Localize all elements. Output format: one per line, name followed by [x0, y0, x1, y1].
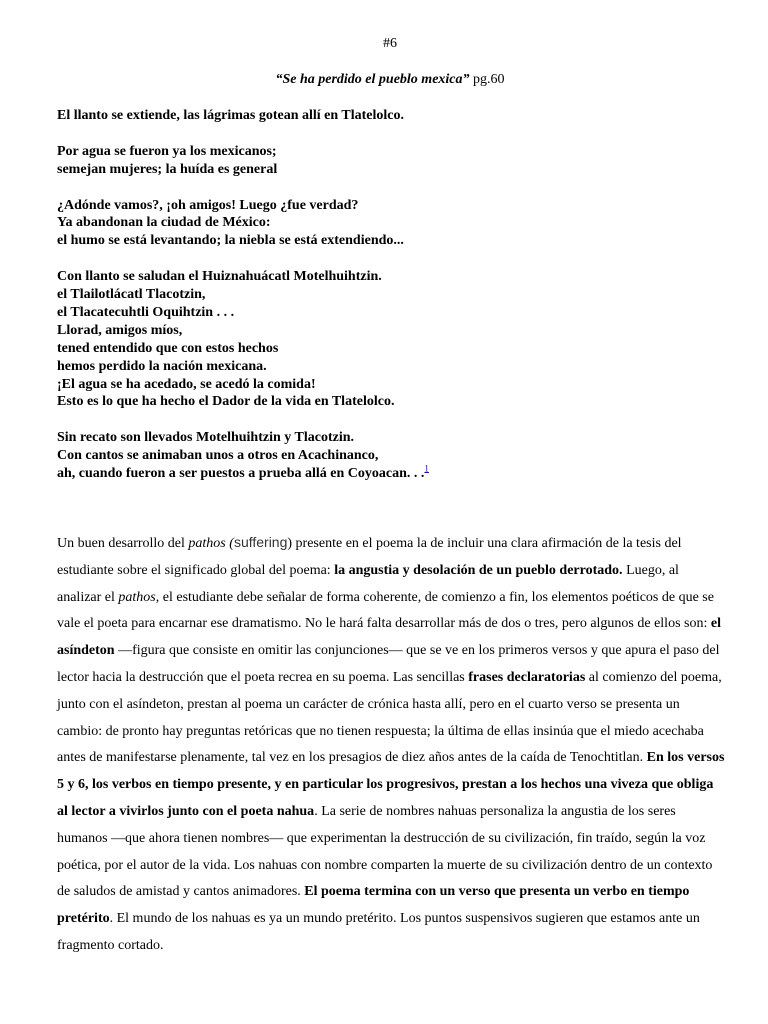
italic-run: pathos	[188, 536, 226, 551]
bold-run: En los versos 5 y 6, los verbos en tiempo presente, y en particular los progresivos, prestan a los hechos una viveza que obliga al lector a vivirlos junto con el poeta nahua	[57, 750, 725, 819]
poem-stanza	[57, 107, 737, 125]
poem-line: Sin recato son llevados Motelhuihtzin y Tlacotzin.	[57, 430, 354, 446]
text-run: —figura que consiste en omitir las conjunciones— que se ve en los primeros versos y que apura el paso del lector hacia la destrucción que el poeta recrea en su poema. Las sencillas	[57, 643, 720, 685]
poem-stanza	[57, 429, 737, 483]
poem-line: tened entendido que con estos hechos	[57, 340, 279, 356]
text-run: Luego, al analizar el	[57, 562, 679, 605]
text-run: al comienzo del poema, junto con el asíndeton, prestan al poema un carácter de crónica hasta allí, pero en el cuarto verso se presenta un cambio: de pronto hay preguntas retóricas que no tienen respuesta; la última de ellas insinúa que el miedo acechaba antes de manifestarse plenamente, tal vez en los presagios de diez años antes de la caída de Tenochtitlan.	[57, 669, 722, 766]
poem-title: “Se ha perdido el pueblo mexica”	[275, 72, 470, 87]
footnote-link[interactable]: 1	[424, 463, 429, 474]
poem-line: Por agua se fueron ya los mexicanos;	[57, 143, 277, 159]
poem-line: el Tlacatecuhtli Oquihtzin . . .	[57, 304, 235, 320]
text-run: Un buen desarrollo del	[57, 536, 189, 551]
poem	[57, 107, 737, 501]
analysis-paragraph	[57, 529, 725, 960]
bold-run: la angustia y desolación de un pueblo derrotado.	[334, 562, 623, 578]
poem-line: Llorad, amigos míos,	[57, 322, 183, 338]
bold-run: el asíndeton	[57, 616, 721, 659]
poem-stanza	[57, 197, 737, 251]
page-reference: pg.60	[469, 72, 505, 87]
poem-line-text: ah, cuando fueron a ser puestos a prueba allá en Coyoacan. . .	[57, 466, 425, 482]
poem-title-line	[0, 71, 768, 89]
italic-run: pathos	[118, 589, 156, 605]
poem-line: semejan mujeres; la huída es general	[57, 161, 278, 177]
poem-line: Esto es lo que ha hecho el Dador de la vida en Tlatelolco.	[57, 394, 395, 410]
poem-line	[57, 465, 737, 483]
bold-run: frases declaratorias	[468, 669, 586, 685]
text-run: ) presente en el poema la de incluir una clara afirmación de la tesis del estudiante sobre el significado global del poema:	[57, 536, 682, 578]
text-run: , el estudiante debe señalar de forma coherente, de comienzo a fin, los elementos poéticos de que se vale el poeta para encarnar ese dramatismo. No le hará falta desarrollar más de dos o tres, pero algunos de ellos son:	[57, 589, 714, 632]
poem-line: el humo se está levantando; la niebla se está extendiendo...	[57, 233, 404, 249]
poem-line: ¡El agua se ha acedado, se acedó la comida!	[57, 376, 316, 392]
bold-run: El poema termina con un verso que presenta un verbo en tiempo pretérito	[57, 884, 690, 927]
text-run: . El mundo de los nahuas es ya un mundo pretérito. Los puntos suspensivos sugieren que estamos ante un fragmento cortado.	[57, 911, 700, 953]
poem-line: Con cantos se animaban unos a otros en Acachinanco,	[57, 448, 379, 464]
poem-stanza	[57, 143, 737, 179]
italic-run: (	[225, 536, 234, 551]
poem-line: ¿Adónde vamos?, ¡oh amigos! Luego ¿fue verdad?	[57, 197, 359, 213]
poem-line: Con llanto se saludan el Huiznahuácatl Motelhuihtzin.	[57, 269, 382, 285]
text-run: . La serie de nombres nahuas personaliza la angustia de los seres humanos —que ahora tienen nombres— que experimentan la destrucción de su civilización, fin traído, según la voz poética, por el autor de la vida. Los nahuas con nombre comparten la muerte de su civilización dentro de un contexto de saludos de amistad y cantos animadores.	[57, 803, 713, 900]
poem-line: hemos perdido la nación mexicana.	[57, 358, 267, 374]
poem-line: el Tlailotlácatl Tlacotzin,	[57, 287, 206, 303]
text-run: suffering	[233, 534, 288, 550]
page-number: #6	[383, 36, 397, 51]
poem-stanza	[57, 268, 737, 411]
poem-line: El llanto se extiende, las lágrimas gotean allí en Tlatelolco.	[57, 108, 404, 123]
poem-line: Ya abandonan la ciudad de México:	[57, 215, 271, 231]
